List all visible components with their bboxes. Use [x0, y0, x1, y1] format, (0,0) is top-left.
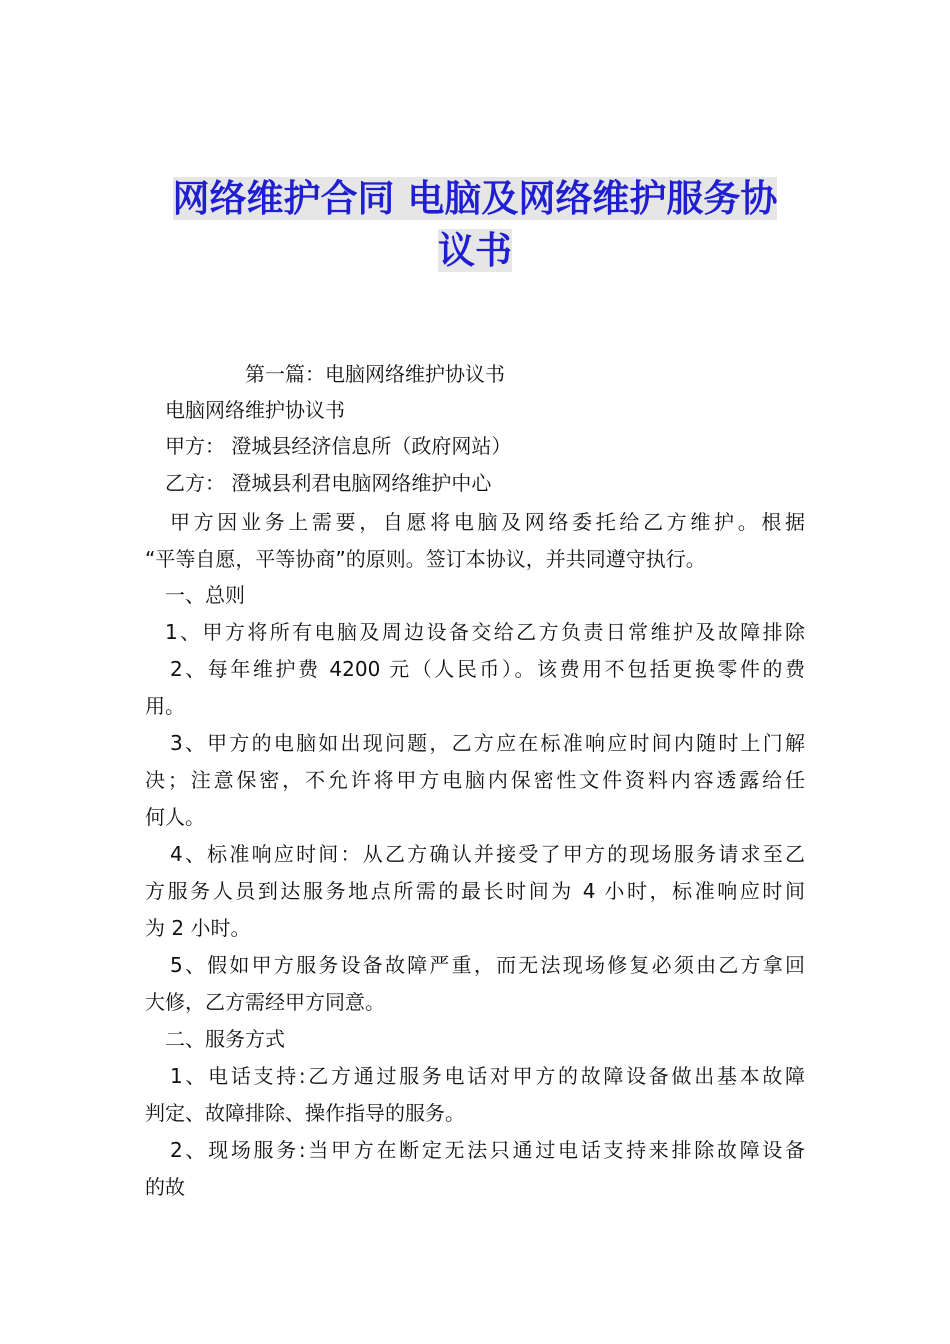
intro-paragraph-line: “平等自愿，平等协商”的原则。签订本协议，并共同遵守执行。: [145, 547, 706, 571]
clause-line: 1、甲方将所有电脑及周边设备交给乙方负责日常维护及故障排除: [165, 620, 805, 644]
clause-line: 的故: [145, 1175, 185, 1199]
clause-line: 3、甲方的电脑如出现问题，乙方应在标准响应时间内随时上门解: [170, 731, 805, 755]
section-heading: 一、总则: [165, 583, 245, 607]
intro-paragraph-line: 甲方因业务上需要，自愿将电脑及网络委托给乙方维护。根据: [170, 510, 805, 534]
clause-line: 何人。: [145, 805, 205, 829]
party-b-line: 乙方： 澄城县利君电脑网络维护中心: [165, 471, 492, 495]
clause-line: 2、每年维护费 4200 元（人民币）。该费用不包括更换零件的费: [170, 657, 805, 681]
clause-line: 判定、故障排除、操作指导的服务。: [145, 1101, 465, 1125]
clause-line: 大修，乙方需经甲方同意。: [145, 990, 385, 1014]
document-title-line-2: 议书: [438, 229, 512, 272]
section-heading: 第一篇：电脑网络维护协议书: [245, 362, 505, 386]
document-title-line-1: 网络维护合同 电脑及网络维护服务协: [172, 177, 778, 220]
clause-line: 5、假如甲方服务设备故障严重，而无法现场修复必须由乙方拿回: [170, 953, 805, 977]
clause-line: 决；注意保密，不允许将甲方电脑内保密性文件资料内容透露给任: [145, 768, 805, 792]
document-subtitle: 电脑网络维护协议书: [165, 398, 345, 422]
clause-line: 4、标准响应时间：从乙方确认并接受了甲方的现场服务请求至乙: [170, 842, 805, 866]
party-a-line: 甲方： 澄城县经济信息所（政府网站）: [165, 434, 512, 458]
clause-line: 2、现场服务:当甲方在断定无法只通过电话支持来排除故障设备: [170, 1138, 805, 1162]
section-heading: 二、服务方式: [165, 1027, 285, 1051]
clause-line: 为 2 小时。: [145, 916, 251, 940]
clause-line: 方服务人员到达服务地点所需的最长时间为 4 小时，标准响应时间: [145, 879, 805, 903]
clause-line: 用。: [145, 694, 185, 718]
clause-line: 1、电话支持:乙方通过服务电话对甲方的故障设备做出基本故障: [170, 1064, 805, 1088]
